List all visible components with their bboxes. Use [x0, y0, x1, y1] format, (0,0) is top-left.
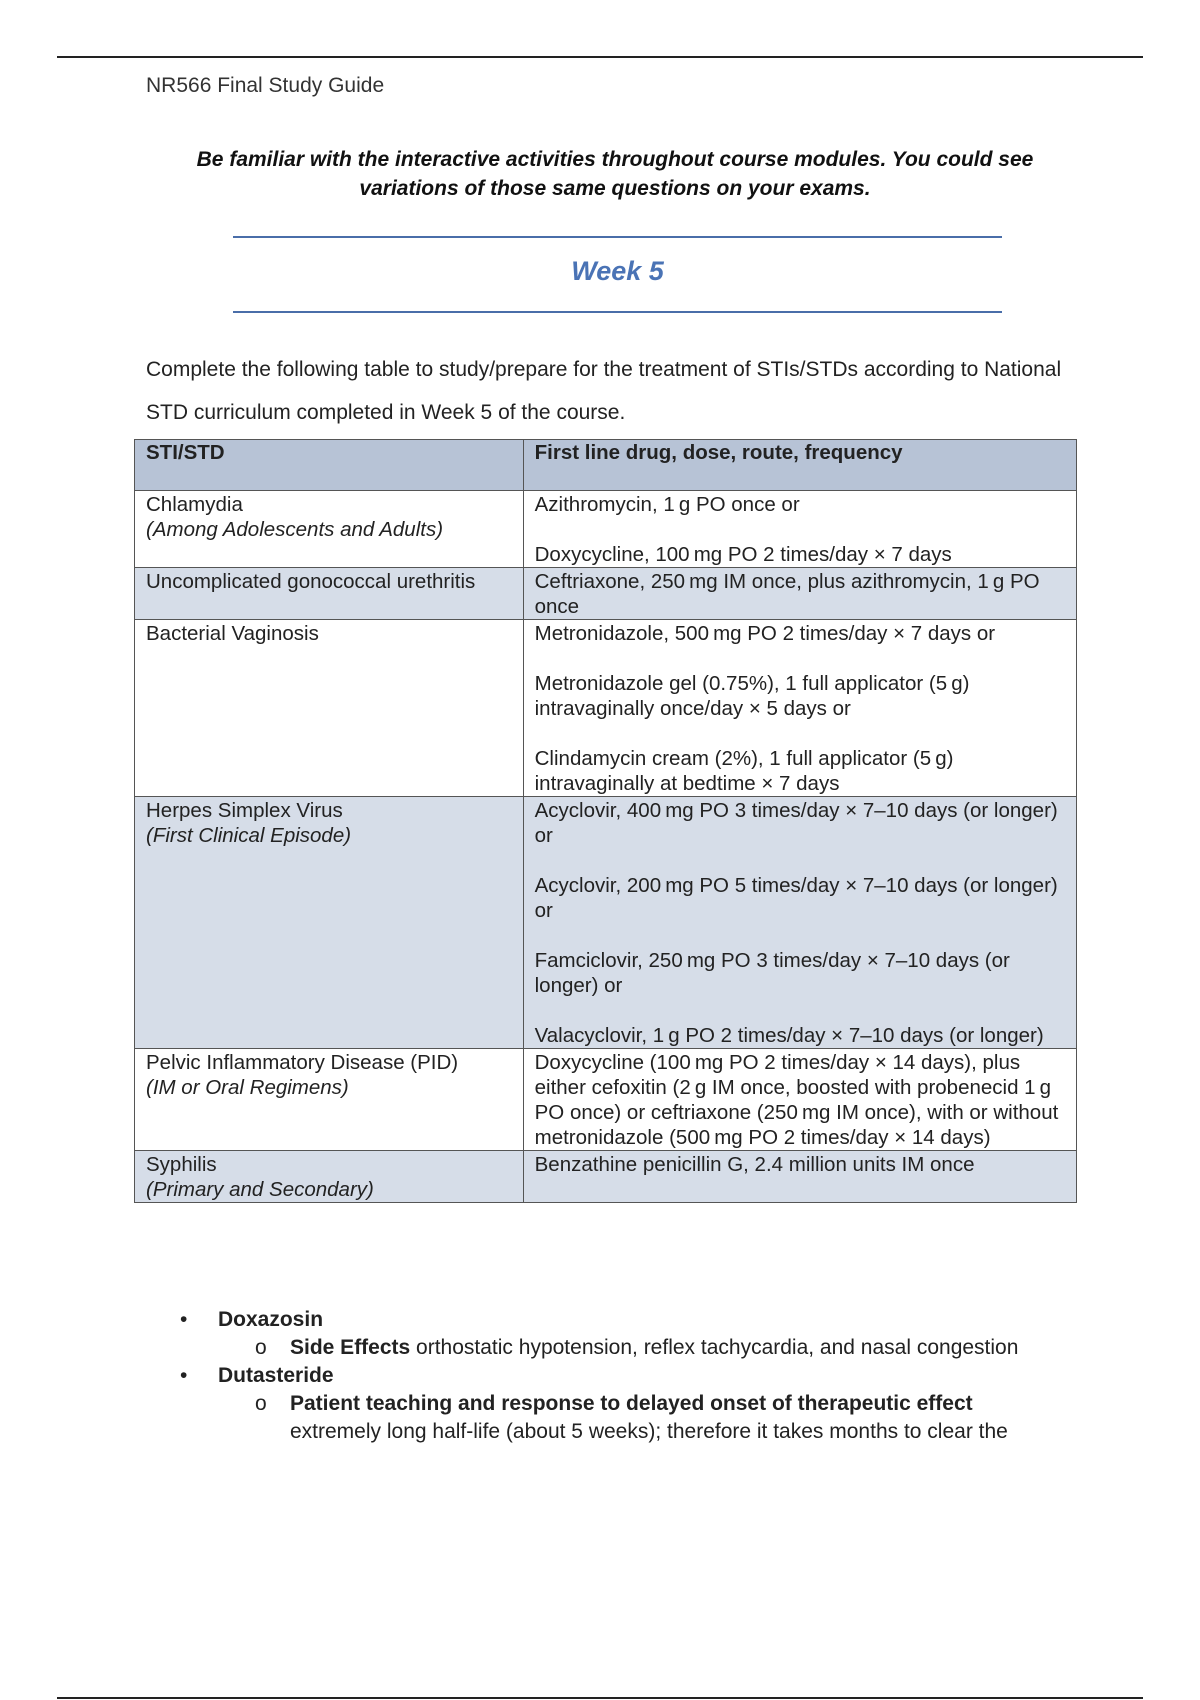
condition-cell: [135, 1151, 524, 1203]
bullet-icon: •: [180, 1308, 188, 1331]
condition-cell: [135, 620, 524, 797]
regimen-text: Ceftriaxone, 250 mg IM once, plus azithromycin, 1 g PO once: [534, 570, 1040, 618]
table-instructions: Complete the following table to study/prepare for the treatment of STIs/STDs according to National STD curriculum completed in Week 5 of the course.: [146, 358, 1062, 424]
condition-cell: [135, 1049, 524, 1151]
condition-qualifier: (First Clinical Episode): [146, 824, 352, 847]
treatment-cell: [523, 797, 1076, 1049]
sti-treatment-table: [134, 439, 1077, 1203]
table-row-chlamydia: [135, 491, 1077, 568]
regimen-text: Metronidazole, 500 mg PO 2 times/day × 7 days or: [534, 622, 996, 645]
drug-notes-list: [180, 1306, 1080, 1446]
condition-name: Herpes Simplex Virus: [146, 799, 343, 822]
condition-name: Uncomplicated gonococcal urethritis: [146, 570, 476, 593]
treatment-cell: [523, 568, 1076, 620]
column-header-treatment: First line drug, dose, route, frequency: [523, 440, 1076, 491]
regimen-text: Valacyclovir, 1 g PO 2 times/day × 7–10 days (or longer): [534, 1024, 1044, 1047]
table-row-syphilis: [135, 1151, 1077, 1203]
bullet-icon: •: [180, 1364, 188, 1387]
condition-name: Bacterial Vaginosis: [146, 622, 319, 645]
regimen-text: Clindamycin cream (2%), 1 full applicator (5 g) intravaginally at bedtime × 7 days: [534, 747, 954, 795]
week-divider-top: [233, 236, 1002, 238]
table-header-row: [135, 440, 1077, 491]
list-subitem: [180, 1334, 1080, 1362]
treatment-cell: [523, 1049, 1076, 1151]
condition-qualifier: (IM or Oral Regimens): [146, 1076, 349, 1099]
list-item: [180, 1306, 1080, 1334]
condition-name: Chlamydia: [146, 493, 243, 516]
treatment-cell: [523, 491, 1076, 568]
subitem-text: orthostatic hypotension, reflex tachycardia, and nasal congestion: [410, 1336, 1019, 1359]
condition-cell: [135, 568, 524, 620]
condition-name: Pelvic Inflammatory Disease (PID): [146, 1051, 459, 1074]
treatment-cell: [523, 620, 1076, 797]
condition-cell: [135, 797, 524, 1049]
page-top-rule: [57, 56, 1143, 58]
table-row-pid: [135, 1049, 1077, 1151]
week-divider-bottom: [233, 311, 1002, 313]
subitem-label: Patient teaching and response to delayed onset of therapeutic effect: [290, 1392, 973, 1415]
intro-note-line: variations of those same questions on your exams.: [359, 177, 871, 200]
subitem-text: extremely long half-life (about 5 weeks); therefore it takes months to clear the: [290, 1420, 1008, 1443]
condition-qualifier: (Primary and Secondary): [146, 1178, 374, 1201]
regimen-text: Benzathine penicillin G, 2.4 million units IM once: [534, 1153, 975, 1176]
condition-qualifier: (Among Adolescents and Adults): [146, 518, 444, 541]
regimen-text: Doxycycline, 100 mg PO 2 times/day × 7 days: [534, 543, 952, 566]
section-title-week: Week 5: [571, 256, 664, 286]
page-bottom-rule: [57, 1697, 1143, 1699]
list-item: [180, 1362, 1080, 1390]
intro-note-line: Be familiar with the interactive activities throughout course modules. You could see: [196, 148, 1034, 171]
regimen-text: Doxycycline (100 mg PO 2 times/day × 14 days), plus either cefoxitin (2 g IM once, boosted with probenecid 1 g PO once) or ceftriaxone (250 mg IM once), with or without metronidazole (500 mg PO 2 times/day × 14 days): [534, 1051, 1059, 1149]
document-header-title: NR566 Final Study Guide: [146, 74, 385, 97]
table-row-gonococcal: [135, 568, 1077, 620]
condition-name: Syphilis: [146, 1153, 217, 1176]
drug-name: Doxazosin: [218, 1308, 324, 1331]
regimen-text: Acyclovir, 200 mg PO 5 times/day × 7–10 days (or longer) or: [534, 874, 1058, 922]
table-row-herpes: [135, 797, 1077, 1049]
regimen-text: Famciclovir, 250 mg PO 3 times/day × 7–10 days (or longer) or: [534, 949, 1010, 997]
condition-cell: [135, 491, 524, 568]
regimen-text: Metronidazole gel (0.75%), 1 full applicator (5 g) intravaginally once/day × 5 days or: [534, 672, 970, 720]
regimen-text: Acyclovir, 400 mg PO 3 times/day × 7–10 days (or longer) or: [534, 799, 1058, 847]
list-subitem: [180, 1390, 1080, 1446]
sub-bullet-icon: o: [255, 1336, 267, 1359]
drug-name: Dutasteride: [218, 1364, 334, 1387]
table-row-bacterial-vaginosis: [135, 620, 1077, 797]
subitem-label: Side Effects: [290, 1336, 411, 1359]
column-header-condition: STI/STD: [135, 440, 524, 491]
sub-bullet-icon: o: [255, 1392, 267, 1415]
intro-note: [160, 145, 1070, 203]
regimen-text: Azithromycin, 1 g PO once or: [534, 493, 800, 516]
treatment-cell: [523, 1151, 1076, 1203]
